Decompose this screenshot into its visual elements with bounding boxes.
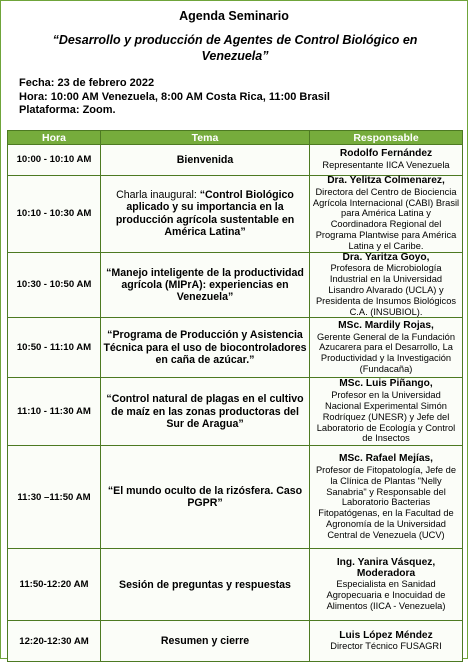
table-row [8,446,463,549]
agenda-table [7,130,463,662]
tema-title: “Control Biológico aplicado y su importancia en la producción agrícola sustentable en América Latina” [115,189,295,239]
row-responsable [310,318,463,378]
name-text: MSc. Rafael Mejías, [339,453,433,465]
responsable-name [312,149,460,160]
table-row [8,621,463,662]
table-header-row [8,131,463,145]
table-row [8,176,463,253]
responsable-desc: Profesora de Microbiología Industrial en la Universidad Lisandro Alvarado (UCLA) y Presidenta de Insumos Biológicos C.A. (INSUBIOL). [315,263,457,317]
name-text: MSc. Mardily Rojas, [338,319,434,331]
row-hora: 11:50-12:20 AM [8,549,101,621]
row-tema [101,318,310,378]
responsable-name [312,176,460,187]
row-hora: 11:30 –11:50 AM [8,446,101,549]
responsable-desc: Profesor de Fitopatología, Jefe de la Clínica de Plantas "Nelly Sanabria" y Responsable del Laboratorio Bacterias Fitopatógenas, en la Facultad de Agronomía de la Universidad Central de Venezuela (UCV) [315,464,457,540]
row-tema [101,446,310,549]
row-tema [101,378,310,446]
tema-prefix: Charla inaugural: [116,189,200,202]
row-responsable [310,621,463,662]
row-hora: 12:20-12:30 AM [8,621,101,662]
tema-title: Bienvenida [176,153,234,166]
tema-title: Resumen y cierre [160,635,250,648]
row-tema [101,549,310,621]
row-tema [101,145,310,176]
meta-fecha: Fecha: 23 de febrero 2022 [19,77,155,89]
meta-hora: Hora: 10:00 AM Venezuela, 8:00 AM Costa Rica, 11:00 Brasil [19,90,330,103]
row-hora: 10:30 - 10:50 AM [8,252,101,318]
row-responsable [310,549,463,621]
table-row [8,549,463,621]
responsable-desc: Director Técnico FUSAGRI [330,641,442,652]
header-responsable: Responsable [310,131,463,145]
responsable-desc: Directora del Centro de Biociencia Agrícola Internacional (CABI) Brasil para América Latina y Coordinadora Regional del Programa Plantwise para América Latina y el Caribe. [312,186,460,251]
responsable-name [312,454,460,465]
row-responsable [310,378,463,446]
table-row [8,378,463,446]
table-row [8,145,463,176]
table-row [8,318,463,378]
row-responsable [310,145,463,176]
role-suffix: Moderadora [356,567,416,579]
responsable-name [312,379,460,390]
name-text: Dra. Yaritza Goyo, [342,251,430,263]
row-hora: 11:10 - 11:30 AM [8,378,101,446]
name-text: Ing. Yanira Vásquez, [336,556,436,568]
responsable-desc: Gerente General de la Fundación Azucarera para el Desarrollo, La Productividad y la Investigación (Fundacaña) [317,331,455,375]
tema-title: “Manejo inteligente de la productividad agrícola (MIPrA): experiencias en Venezuela” [106,266,304,304]
row-responsable [310,252,463,318]
meta-plataforma: Plataforma: Zoom. [19,104,116,117]
responsable-name [312,558,460,580]
row-responsable [310,446,463,549]
responsable-name [312,321,460,332]
name-text: MSc. Luis Piñango, [339,378,433,390]
responsable-desc: Especialista en Sanidad Agropecuaria e Inocuidad de Alimentos (IICA - Venezuela) [326,579,446,612]
header-hora: Hora [8,131,101,145]
name-text: Luis López Méndez [339,629,433,641]
tema-title: Sesión de preguntas y respuestas [119,578,291,591]
row-tema [101,176,310,253]
event-meta [19,77,330,118]
responsable-desc: Profesor en la Universidad Nacional Experimental Simón Rodríquez (UNESR) y Jefe del Laboratorio de Ecología y Control de Insectos [316,390,456,444]
seminar-subtitle: “Desarrollo y producción de Agentes de Control Biológico en Venezuela” [52,33,418,63]
row-tema [101,252,310,318]
row-responsable [310,176,463,253]
tema-title: “Programa de Producción y Asistencia Técnica para el uso de biocontroladores en caña de azúcar.” [103,329,307,366]
row-hora: 10:00 - 10:10 AM [8,145,101,176]
tema-title: “Control natural de plagas en el cultivo de maíz en las zonas productoras del Sur de Aragua” [106,393,304,430]
responsable-name [312,253,460,264]
table-row [8,252,463,318]
row-hora: 10:10 - 10:30 AM [8,176,101,253]
name-text: Dra. Yelitza Colmenarez, [327,175,445,186]
responsable-desc: Representante IICA Venezuela [322,160,450,170]
header-tema: Tema [101,131,310,145]
row-tema [101,621,310,662]
row-hora: 10:50 - 11:10 AM [8,318,101,378]
tema-title: “El mundo oculto de la rizósfera. Caso PGPR” [107,485,303,510]
page-title: Agenda Seminario [179,9,289,23]
name-text: Rodolfo Fernández [339,148,433,160]
responsable-name [312,631,460,642]
